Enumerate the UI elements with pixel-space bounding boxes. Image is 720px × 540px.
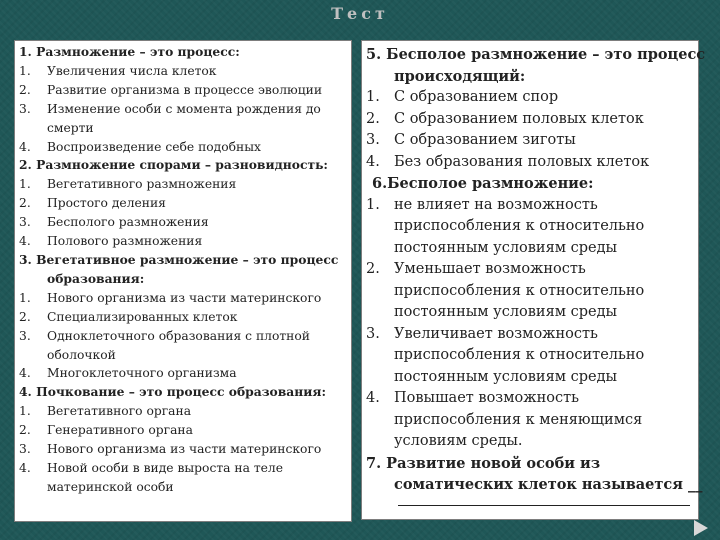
- option-number: 3.: [19, 442, 31, 457]
- option-text: [47, 232, 345, 251]
- option-text: [47, 62, 345, 81]
- question-5: 5. Бесполое размножение – это процесс: [366, 46, 706, 63]
- option-text-line: приспособления к относительно: [394, 218, 645, 234]
- option-number: 1.: [19, 63, 31, 78]
- option-number: 4.: [19, 139, 31, 154]
- option-text-line: приспособления к относительно: [394, 282, 645, 299]
- option-text: [47, 194, 345, 213]
- option-item: [366, 388, 690, 453]
- question-7-continuation: соматических клеток называется __: [394, 476, 703, 493]
- option-item: [19, 364, 345, 383]
- option-text-line: материнской особи: [47, 479, 174, 494]
- question-5-continuation: происходящий:: [394, 67, 526, 85]
- option-text: [394, 195, 690, 260]
- option-text-line: Без образования половых клеток: [394, 153, 650, 170]
- option-text-line: Изменение особи с момента рождения до: [47, 101, 321, 116]
- option-item: [19, 175, 345, 194]
- option-text-line: Нового организма из части материнского: [47, 442, 322, 457]
- option-text: [47, 402, 345, 421]
- option-number: 3.: [19, 215, 31, 230]
- option-text-line: С образованием половых клеток: [394, 110, 644, 127]
- option-item: [19, 194, 345, 213]
- question-3: 3. Вегетативное размножение – это процесс: [19, 251, 339, 267]
- option-item: [19, 138, 345, 157]
- option-text-line: Увеличивает возможность: [394, 325, 598, 342]
- option-item: [366, 130, 690, 152]
- option-item: [19, 100, 345, 138]
- option-number: 2.: [366, 261, 380, 277]
- option-text-line: постоянным условиям среды: [394, 368, 618, 385]
- option-item: [19, 440, 345, 459]
- option-item: [19, 62, 345, 81]
- option-text: [394, 152, 690, 174]
- option-text-line: Развитие организма в процессе эволюции: [47, 82, 323, 97]
- option-text-line: Многоклеточного организма: [47, 366, 237, 381]
- option-text-line: Повышает возможность: [394, 390, 579, 406]
- option-number: 3.: [366, 132, 380, 148]
- option-item: [19, 289, 345, 308]
- option-text-line: Бесполого размножения: [47, 215, 209, 230]
- option-text: [394, 259, 690, 324]
- option-number: 3.: [19, 101, 31, 116]
- option-text: [394, 87, 690, 109]
- question-2: 2. Размножение спорами – разновидность:: [19, 157, 328, 173]
- page-title: Тест: [331, 4, 389, 23]
- option-item: [19, 232, 345, 251]
- option-text-line: не влияет на возможность: [394, 196, 598, 213]
- option-number: 3.: [19, 328, 31, 343]
- option-text-line: Полового размножения: [47, 234, 203, 249]
- question-2-options: [19, 175, 345, 251]
- option-item: [366, 259, 690, 324]
- option-number: 1.: [19, 290, 31, 305]
- question-5-options: [366, 87, 690, 173]
- option-text-line: приспособления к меняющимся: [394, 411, 643, 428]
- option-number: 2.: [366, 110, 380, 127]
- option-text: [47, 364, 345, 383]
- option-text-line: Простого деления: [47, 196, 166, 211]
- option-number: 4.: [366, 153, 380, 170]
- question-6-options: [366, 195, 690, 453]
- option-text-line: Воспроизведение себе подобных: [47, 139, 261, 154]
- option-text-line: С образованием зиготы: [394, 132, 576, 148]
- option-text: [47, 289, 345, 308]
- option-text: [47, 327, 345, 365]
- option-text-line: Генеративного органа: [47, 423, 193, 438]
- option-text: [394, 388, 690, 453]
- option-number: 2.: [19, 196, 31, 211]
- option-text: [47, 459, 345, 497]
- option-item: [366, 87, 690, 109]
- option-text: [47, 308, 345, 327]
- option-text-line: приспособления к относительно: [394, 347, 645, 363]
- option-text-line: С образованием спор: [394, 89, 559, 105]
- option-number: 4.: [19, 366, 31, 381]
- question-7: 7. Развитие новой особи из: [366, 454, 601, 472]
- right-question-panel: [361, 40, 706, 520]
- option-text-line: постоянным условиям среды: [394, 304, 618, 320]
- next-slide-arrow-icon[interactable]: [694, 520, 708, 536]
- option-text: [394, 130, 690, 152]
- option-number: 2.: [19, 423, 31, 438]
- left-question-panel: [14, 40, 352, 522]
- option-text: [394, 109, 690, 131]
- option-item: [19, 327, 345, 365]
- option-text: [394, 324, 690, 389]
- option-text: [47, 421, 345, 440]
- option-number: 4.: [19, 460, 31, 475]
- option-text: [47, 100, 345, 138]
- option-text: [47, 138, 345, 157]
- option-item: [19, 308, 345, 327]
- answer-blank-line[interactable]: [398, 505, 690, 506]
- option-item: [366, 109, 690, 131]
- question-1: 1. Размножение – это процесс:: [19, 44, 240, 59]
- question-3-options: [19, 289, 345, 384]
- option-text-line: Нового организма из части материнского: [47, 290, 322, 305]
- option-text-line: Одноклеточного образования с плотной: [47, 328, 310, 343]
- option-text-line: Уменьшает возможность: [394, 261, 586, 277]
- option-text-line: Увеличения числа клеток: [47, 63, 217, 78]
- option-item: [366, 324, 690, 389]
- option-item: [19, 459, 345, 497]
- question-3-continuation: образования:: [47, 270, 145, 286]
- option-item: [19, 402, 345, 421]
- option-number: 2.: [19, 82, 31, 97]
- option-number: 3.: [366, 325, 380, 342]
- option-text-line: Вегетативного размножения: [47, 177, 237, 192]
- option-text-line: Вегетативного органа: [47, 404, 192, 419]
- option-text-line: условиям среды.: [394, 433, 523, 449]
- question-1-options: [19, 62, 345, 157]
- option-text: [47, 81, 345, 100]
- option-text-line: оболочкой: [47, 347, 116, 362]
- option-item: [366, 152, 690, 174]
- option-number: 1.: [366, 89, 380, 105]
- option-text: [47, 213, 345, 232]
- option-text-line: Специализированных клеток: [47, 309, 238, 324]
- option-item: [19, 421, 345, 440]
- option-number: 4.: [19, 234, 31, 249]
- option-number: 2.: [19, 309, 31, 324]
- option-item: [366, 195, 690, 260]
- option-number: 1.: [19, 404, 31, 419]
- question-4-options: [19, 402, 345, 497]
- option-text-line: постоянным условиям среды: [394, 239, 618, 256]
- question-4: 4. Почкование – это процесс образования:: [19, 384, 327, 400]
- option-text-line: смерти: [47, 120, 94, 135]
- option-item: [19, 213, 345, 232]
- option-number: 1.: [366, 196, 380, 213]
- option-text: [47, 440, 345, 459]
- option-text: [47, 175, 345, 194]
- option-number: 4.: [366, 390, 380, 406]
- option-number: 1.: [19, 177, 31, 192]
- question-6: 6.Бесполое размножение:: [372, 175, 594, 192]
- option-text-line: Новой особи в виде выроста на теле: [47, 460, 283, 475]
- option-item: [19, 81, 345, 100]
